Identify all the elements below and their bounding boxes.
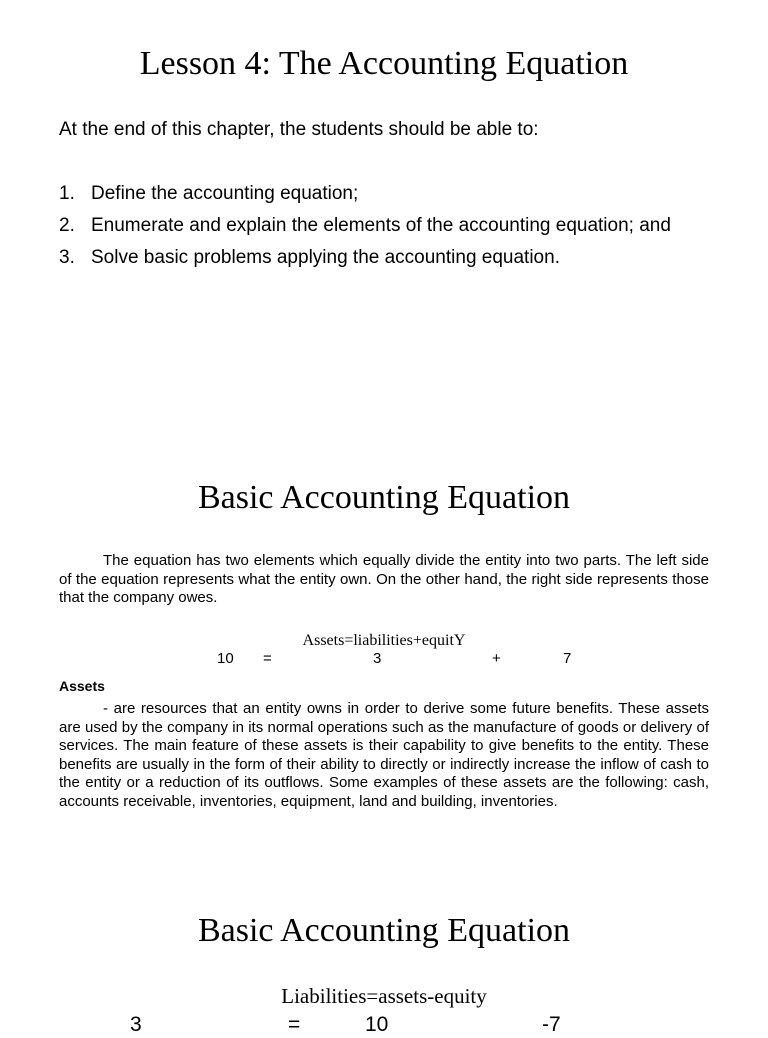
equation-value: 3 [130, 1013, 142, 1036]
objectives-list [59, 182, 709, 278]
objective-text: Enumerate and explain the elements of the accounting equation; and [91, 215, 671, 236]
equation-value: -7 [542, 1013, 561, 1036]
equation-paragraph [59, 552, 709, 608]
objective-item [59, 182, 709, 206]
liabilities-formula: Liabilities=assets-equity [281, 984, 487, 1008]
objective-item [59, 214, 709, 238]
equation-value: 7 [563, 650, 572, 667]
objective-text: Define the accounting equation; [91, 183, 359, 204]
section-title: Basic Accounting Equation [197, 912, 571, 949]
lesson-title: Lesson 4: The Accounting Equation [139, 45, 629, 82]
objective-number: 2. [59, 215, 75, 236]
equation-operator: + [492, 650, 501, 667]
assets-heading: Assets [59, 678, 105, 694]
intro-text: At the end of this chapter, the students should be able to: [59, 119, 539, 140]
objective-text: Solve basic problems applying the accounting equation. [91, 247, 560, 268]
equation-paragraph-text: The equation has two elements which equally divide the entity into two parts. The left side of the equation represents what the entity own. On the other hand, the right side represents those that the company owes. [59, 552, 709, 606]
objective-item [59, 246, 709, 270]
equation-value: 3 [373, 650, 382, 667]
objective-number: 1. [59, 183, 75, 204]
assets-paragraph [59, 700, 709, 811]
equation-formula: Assets=liabilities+equitY [302, 632, 466, 649]
objective-number: 3. [59, 247, 75, 268]
equation-value: 10 [365, 1013, 389, 1036]
equation-operator: = [263, 650, 272, 667]
section-title: Basic Accounting Equation [197, 479, 571, 516]
assets-paragraph-text: - are resources that an entity owns in order to derive some future benefits. These assets are used by the company in its normal operations such as the manufacture of goods or delivery of services. The main feature of these assets is their capability to give benefits to the entity. These benefits are usually in the form of their ability to directly or indirectly increase the inflow of cash to the entity or a reduction of its outflows. Some examples of these assets are the following: cash, accounts receivable, inventories, equipment, land and building, inventories. [59, 700, 709, 810]
equation-operator: = [288, 1013, 301, 1036]
equation-value: 10 [217, 650, 234, 667]
